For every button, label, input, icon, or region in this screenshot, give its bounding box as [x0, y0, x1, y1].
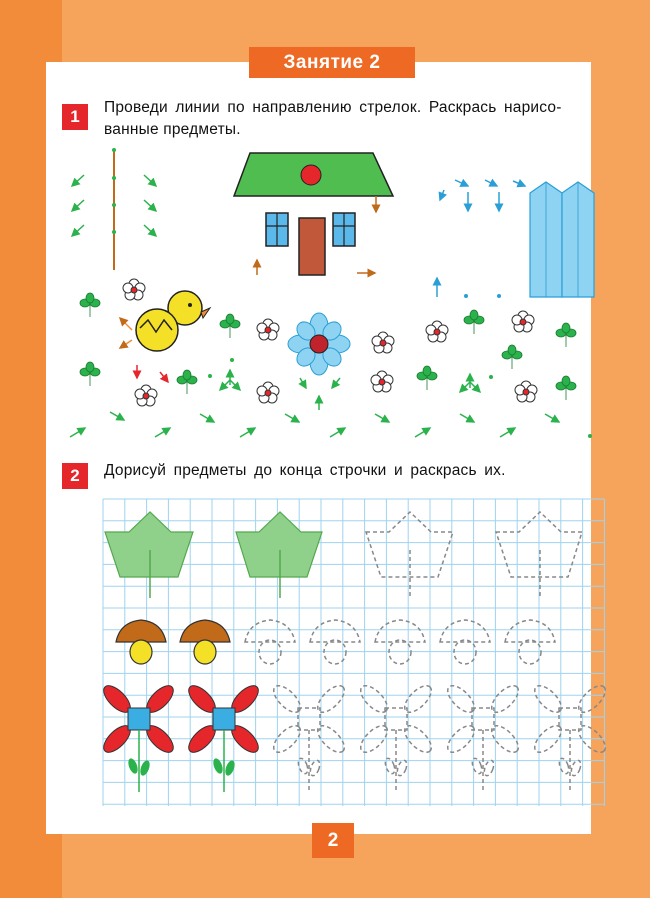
task-1-line-1: Проведи линии по направлению стрелок. Раскрась нарисо-	[104, 99, 562, 116]
task-2-instruction: Дорисуй предметы до конца строчки и раскрась их.	[104, 462, 506, 479]
house-icon	[234, 153, 393, 275]
page-number: 2	[312, 823, 354, 858]
tulip-leaf-icon	[236, 512, 322, 598]
task-1-line-2: ванные предметы.	[104, 121, 241, 138]
four-petal-flower-outline	[269, 681, 609, 790]
four-petal-flower-icon	[99, 681, 177, 792]
tulip-leaf-icon	[105, 512, 193, 598]
chick-icon	[120, 291, 210, 382]
lesson-title: Занятие 2	[249, 47, 415, 78]
mushroom-icon	[116, 620, 166, 664]
task-2-number: 2	[62, 463, 88, 489]
task-1-number: 1	[62, 104, 88, 130]
four-petal-flower-icon	[184, 681, 262, 792]
flower-icon	[288, 313, 350, 410]
tree-icon	[72, 148, 156, 270]
mushroom-outline	[245, 620, 555, 664]
mushroom-icon	[180, 620, 230, 664]
fence-icon	[437, 180, 594, 298]
